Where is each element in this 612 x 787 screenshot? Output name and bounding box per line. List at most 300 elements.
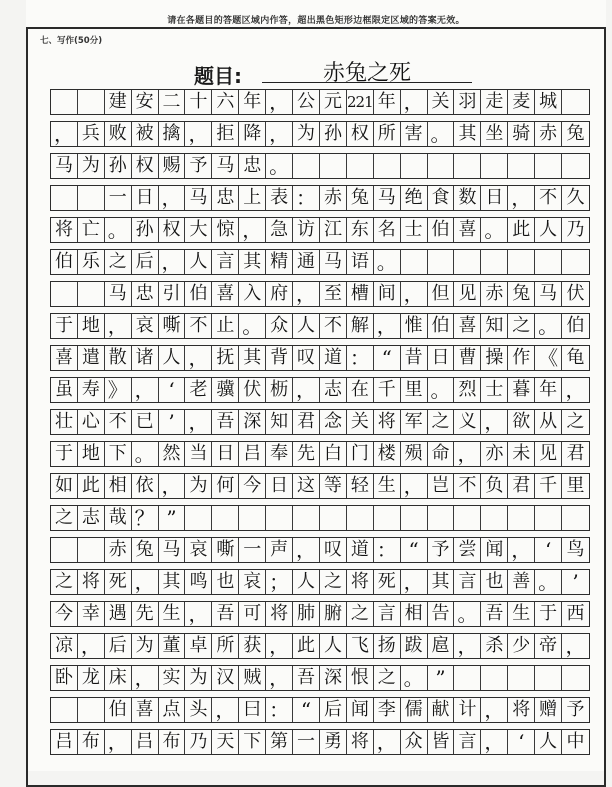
grid-cell: 哉	[105, 506, 132, 530]
grid-cell: 实	[159, 666, 186, 690]
grid-row	[50, 633, 590, 659]
grid-cell: 抚	[212, 346, 239, 370]
grid-row	[50, 409, 590, 435]
grid-cell: 言	[454, 730, 481, 754]
grid-cell: ”	[428, 666, 455, 690]
grid-row	[50, 249, 590, 275]
grid-cell: 言	[454, 570, 481, 594]
grid-cell: 扬	[374, 634, 401, 658]
grid-cell: ；	[266, 570, 293, 594]
grid-cell: 作	[508, 346, 535, 370]
answer-area-notice: 请在各题目的答题区域内作答，超出黑色矩形边框限定区域的答案无效。	[167, 16, 465, 26]
grid-cell: 伯	[566, 315, 585, 336]
grid-cell: 《	[535, 346, 562, 370]
grid-cell: 岂	[428, 474, 455, 498]
grid-cell: 伯	[51, 250, 78, 274]
grid-cell: 绝	[401, 186, 428, 210]
grid-cell: 马	[320, 250, 347, 274]
grid-cell: 为	[185, 666, 212, 690]
grid-cell: 可	[239, 602, 266, 626]
grid-cell: 为	[185, 474, 212, 498]
grid-cell: 通	[293, 250, 320, 274]
grid-cell: 扈	[428, 634, 455, 658]
grid-cell: ，	[132, 666, 159, 690]
grid-cell: 人	[535, 730, 562, 754]
grid-cell: ，	[132, 378, 159, 402]
grid-cell: ，	[508, 186, 535, 210]
grid-cell: 叹	[320, 538, 347, 562]
grid-cell: 一	[239, 538, 266, 562]
grid-cell: ，	[454, 442, 481, 466]
grid-cell: 已	[132, 410, 159, 434]
grid-cell: 里	[401, 378, 428, 402]
answer-sheet	[26, 0, 606, 771]
grid-cell: 寿	[78, 378, 105, 402]
grid-cell: 其	[454, 122, 481, 146]
grid-row	[50, 473, 590, 499]
grid-cell: 年	[374, 90, 401, 114]
grid-cell: 少	[508, 634, 535, 658]
grid-cell: 于	[51, 314, 78, 338]
grid-cell	[454, 154, 481, 178]
grid-cell	[347, 154, 374, 178]
grid-cell: 建	[105, 90, 132, 114]
grid-cell	[374, 506, 401, 530]
grid-cell: 骑	[508, 122, 535, 146]
grid-cell: 孙	[105, 154, 132, 178]
grid-cell: 吾	[212, 410, 239, 434]
grid-cell: 计	[454, 698, 481, 722]
grid-cell	[51, 282, 78, 306]
grid-cell: 千	[535, 474, 562, 498]
essay-grid	[50, 89, 590, 761]
grid-cell: 也	[481, 570, 508, 594]
grid-cell: 深	[320, 666, 347, 690]
grid-cell: 吾	[293, 666, 320, 690]
grid-cell: 权	[159, 218, 186, 242]
grid-cell: 兔	[566, 123, 585, 144]
grid-cell: 枥	[266, 378, 293, 402]
grid-cell: ，	[239, 218, 266, 242]
grid-cell: 于	[535, 602, 562, 626]
grid-cell: 床	[105, 666, 132, 690]
grid-cell: 惊	[212, 218, 239, 242]
grid-cell: 喜	[132, 698, 159, 722]
grid-cell: 儒	[401, 698, 428, 722]
grid-cell: 相	[105, 474, 132, 498]
grid-cell	[454, 250, 481, 274]
grid-cell	[535, 154, 562, 178]
grid-cell: ，	[185, 122, 212, 146]
grid-cell: 。	[266, 154, 293, 178]
grid-cell: 军	[401, 410, 428, 434]
grid-cell: 马	[51, 154, 78, 178]
grid-cell: 背	[266, 346, 293, 370]
grid-cell: 食	[428, 186, 455, 210]
grid-cell: 。	[428, 378, 455, 402]
grid-cell: 将	[347, 730, 374, 754]
grid-cell: 李	[374, 698, 401, 722]
grid-cell: 殒	[401, 442, 428, 466]
grid-cell: 忠	[132, 282, 159, 306]
grid-cell: 所	[374, 122, 401, 146]
grid-cell: 败	[105, 122, 132, 146]
grid-cell: 道	[347, 538, 374, 562]
grid-cell: 孙	[132, 218, 159, 242]
grid-cell: 之	[51, 506, 78, 530]
grid-cell: 赤	[535, 122, 562, 146]
grid-cell: 乃	[185, 730, 212, 754]
grid-cell: 吕	[239, 442, 266, 466]
grid-cell: ，	[508, 538, 535, 562]
grid-cell: 将	[508, 698, 535, 722]
grid-cell	[293, 154, 320, 178]
grid-cell	[239, 506, 266, 530]
grid-cell: 从	[535, 410, 562, 434]
grid-cell: 头	[185, 698, 212, 722]
grid-cell: 赠	[535, 698, 562, 722]
grid-cell	[562, 250, 589, 274]
grid-cell: 骥	[212, 378, 239, 402]
grid-cell: 千	[374, 378, 401, 402]
grid-cell	[293, 506, 320, 530]
grid-cell: 伯	[428, 218, 455, 242]
grid-cell: 安	[132, 90, 159, 114]
grid-cell	[347, 506, 374, 530]
grid-cell: ：	[266, 698, 293, 722]
grid-cell: ，	[401, 570, 428, 594]
grid-cell: 腑	[320, 602, 347, 626]
grid-cell: ，	[481, 410, 508, 434]
grid-cell: 羽	[454, 90, 481, 114]
grid-cell	[454, 666, 481, 690]
grid-cell: 语	[347, 250, 374, 274]
grid-cell: 今	[239, 474, 266, 498]
grid-cell: 槽	[347, 282, 374, 306]
grid-cell: 喜	[212, 282, 239, 306]
grid-cell: 志	[320, 378, 347, 402]
grid-cell: 兔	[132, 538, 159, 562]
grid-cell: 哀	[132, 314, 159, 338]
grid-cell: 帝	[535, 634, 562, 658]
grid-cell: 皆	[428, 730, 455, 754]
grid-cell	[535, 666, 562, 690]
grid-row	[50, 89, 590, 115]
grid-row	[50, 505, 590, 531]
grid-cell	[212, 506, 239, 530]
grid-cell: 伏	[566, 283, 585, 304]
grid-cell: 天	[212, 730, 239, 754]
grid-cell: 生	[374, 474, 401, 498]
grid-cell: ，	[78, 634, 105, 658]
grid-cell: 言	[374, 602, 401, 626]
grid-cell: 十	[185, 90, 212, 114]
grid-cell: 中	[566, 731, 585, 752]
grid-cell: 哀	[185, 538, 212, 562]
grid-cell: 赐	[159, 154, 186, 178]
grid-cell: ，	[374, 314, 401, 338]
grid-cell: 。	[428, 122, 455, 146]
grid-cell: 何	[212, 474, 239, 498]
grid-cell: 嘶	[159, 314, 186, 338]
grid-cell: 其	[428, 570, 455, 594]
grid-cell	[185, 506, 212, 530]
grid-cell: 马	[212, 154, 239, 178]
grid-cell: 将	[347, 570, 374, 594]
grid-cell: 喜	[454, 218, 481, 242]
grid-cell: ，	[266, 634, 293, 658]
section-heading: 七、写作(50分)	[40, 36, 103, 46]
grid-cell: 吕	[51, 730, 78, 754]
grid-cell: 西	[566, 603, 585, 624]
grid-cell: 马	[159, 538, 186, 562]
grid-cell: 引	[159, 282, 186, 306]
grid-cell: 地	[78, 314, 105, 338]
grid-cell: 不	[105, 410, 132, 434]
grid-cell: 之	[566, 411, 585, 432]
grid-cell: 深	[239, 410, 266, 434]
grid-cell: 予	[428, 538, 455, 562]
grid-cell: 欲	[508, 410, 535, 434]
grid-cell: 知	[481, 314, 508, 338]
grid-cell: 也	[212, 570, 239, 594]
grid-cell: 遣	[78, 346, 105, 370]
grid-cell: 江	[320, 218, 347, 242]
grid-cell: 负	[481, 474, 508, 498]
grid-cell: 孙	[320, 122, 347, 146]
grid-cell: 吕	[132, 730, 159, 754]
grid-cell: 喜	[51, 346, 78, 370]
grid-cell: 。	[401, 666, 428, 690]
grid-cell	[51, 698, 78, 722]
grid-cell: 鸟	[566, 539, 585, 560]
grid-cell: 卓	[185, 634, 212, 658]
grid-cell: 门	[347, 442, 374, 466]
grid-cell: 》	[105, 378, 132, 402]
grid-row	[50, 345, 590, 371]
grid-cell: 不	[454, 474, 481, 498]
grid-cell: ，	[401, 474, 428, 498]
grid-cell: 关	[428, 90, 455, 114]
grid-cell: 这	[293, 474, 320, 498]
grid-cell: 声	[266, 538, 293, 562]
grid-cell: ：	[374, 538, 401, 562]
grid-cell: 降	[239, 122, 266, 146]
grid-cell: 闻	[481, 538, 508, 562]
grid-cell: 日	[132, 186, 159, 210]
grid-cell: 忠	[239, 154, 266, 178]
grid-cell: ‘	[508, 730, 535, 754]
grid-cell: 年	[535, 378, 562, 402]
grid-cell: 下	[105, 442, 132, 466]
grid-cell: 飞	[347, 634, 374, 658]
grid-cell: 遇	[105, 602, 132, 626]
grid-cell: 获	[239, 634, 266, 658]
title-label: 题目:	[194, 64, 242, 88]
grid-cell	[78, 186, 105, 210]
grid-cell: 当	[185, 442, 212, 466]
grid-cell	[374, 154, 401, 178]
grid-cell: 杀	[481, 634, 508, 658]
grid-cell: ，	[266, 90, 293, 114]
grid-cell: “	[374, 346, 401, 370]
grid-cell: 。	[481, 218, 508, 242]
grid-cell	[481, 506, 508, 530]
grid-row	[50, 121, 590, 147]
grid-cell: 上	[239, 186, 266, 210]
grid-cell: 所	[212, 634, 239, 658]
grid-cell: 叹	[293, 346, 320, 370]
grid-cell: 精	[266, 250, 293, 274]
grid-cell: 相	[401, 602, 428, 626]
grid-cell: 先	[132, 602, 159, 626]
grid-cell: 伏	[239, 378, 266, 402]
grid-cell: 诸	[132, 346, 159, 370]
grid-cell: 虽	[51, 378, 78, 402]
grid-cell: 城	[535, 90, 562, 114]
grid-cell: 人	[535, 218, 562, 242]
grid-cell: 烈	[454, 378, 481, 402]
grid-cell	[266, 506, 293, 530]
grid-cell: 。	[374, 250, 401, 274]
grid-cell: 止	[212, 314, 239, 338]
grid-cell: 之	[374, 666, 401, 690]
grid-cell: 奉	[266, 442, 293, 466]
grid-cell: 。	[535, 570, 562, 594]
grid-cell: ‘	[159, 378, 186, 402]
grid-cell: 至	[320, 282, 347, 306]
grid-cell: 亦	[481, 442, 508, 466]
grid-cell: ？	[132, 506, 159, 530]
grid-cell: 跋	[401, 634, 428, 658]
grid-cell: 道	[320, 346, 347, 370]
grid-cell: 忠	[212, 186, 239, 210]
grid-cell	[428, 506, 455, 530]
grid-cell: 。	[239, 314, 266, 338]
grid-cell: 名	[374, 218, 401, 242]
grid-cell: 不	[320, 314, 347, 338]
grid-cell: 老	[185, 378, 212, 402]
grid-cell: 入	[239, 282, 266, 306]
grid-cell: 予	[566, 699, 585, 720]
grid-row	[50, 441, 590, 467]
grid-cell	[481, 250, 508, 274]
grid-cell: 里	[566, 475, 585, 496]
grid-cell: 221	[347, 90, 374, 114]
grid-cell: 将	[78, 570, 105, 594]
grid-cell: 然	[159, 442, 186, 466]
grid-cell: 地	[78, 442, 105, 466]
grid-cell: “	[401, 538, 428, 562]
grid-cell: 嘶	[212, 538, 239, 562]
grid-cell: 勇	[320, 730, 347, 754]
grid-cell	[428, 250, 455, 274]
grid-cell: ，	[401, 282, 428, 306]
grid-cell: 告	[428, 602, 455, 626]
grid-cell: 坐	[481, 122, 508, 146]
grid-cell: ，	[266, 666, 293, 690]
grid-cell: 人	[159, 346, 186, 370]
grid-cell: 龙	[78, 666, 105, 690]
grid-cell: ”	[159, 506, 186, 530]
grid-cell: 不	[185, 314, 212, 338]
grid-cell: 其	[159, 570, 186, 594]
grid-cell: ，	[159, 186, 186, 210]
grid-cell: 大	[185, 218, 212, 242]
grid-row	[50, 153, 590, 179]
grid-cell: 士	[481, 378, 508, 402]
grid-cell: 伯	[105, 698, 132, 722]
grid-cell: 人	[320, 634, 347, 658]
grid-cell: “	[293, 698, 320, 722]
grid-cell: ’	[159, 410, 186, 434]
grid-cell	[508, 154, 535, 178]
grid-cell: 东	[347, 218, 374, 242]
grid-cell: 恨	[347, 666, 374, 690]
grid-cell	[508, 506, 535, 530]
grid-row	[50, 729, 590, 755]
grid-cell: ，	[105, 730, 132, 754]
grid-cell: 生	[159, 602, 186, 626]
grid-cell: 。	[105, 218, 132, 242]
grid-cell: 访	[293, 218, 320, 242]
grid-cell	[428, 154, 455, 178]
grid-cell: 权	[132, 154, 159, 178]
grid-cell: 操	[481, 346, 508, 370]
grid-cell: ，	[401, 90, 428, 114]
grid-cell: 元	[320, 90, 347, 114]
grid-row	[50, 281, 590, 307]
grid-cell: 曰	[239, 698, 266, 722]
grid-cell	[535, 250, 562, 274]
grid-cell: ：	[347, 346, 374, 370]
essay-title: 赤兔之死	[322, 61, 411, 86]
grid-cell: 白	[320, 442, 347, 466]
grid-cell: 。	[454, 602, 481, 626]
grid-cell: 之	[428, 410, 455, 434]
grid-cell	[320, 506, 347, 530]
grid-cell: ，	[51, 122, 78, 146]
grid-cell	[78, 282, 105, 306]
grid-cell: 依	[132, 474, 159, 498]
grid-cell: 众	[266, 314, 293, 338]
grid-cell: ，	[185, 410, 212, 434]
grid-cell: ‘	[535, 538, 562, 562]
grid-cell: 乐	[78, 250, 105, 274]
grid-cell: 在	[347, 378, 374, 402]
grid-cell: 命	[428, 442, 455, 466]
grid-cell: 久	[566, 187, 585, 208]
grid-row	[50, 697, 590, 723]
grid-cell	[562, 506, 589, 530]
grid-cell: 念	[320, 410, 347, 434]
grid-cell: 此	[293, 634, 320, 658]
grid-cell	[562, 666, 589, 690]
grid-cell: 权	[347, 122, 374, 146]
grid-cell	[78, 90, 105, 114]
grid-cell: 卧	[51, 666, 78, 690]
grid-cell: 伯	[428, 314, 455, 338]
grid-cell: 急	[266, 218, 293, 242]
grid-cell: 府	[266, 282, 293, 306]
grid-cell: 如	[51, 474, 78, 498]
grid-cell: 义	[454, 410, 481, 434]
grid-cell: 予	[185, 154, 212, 178]
grid-cell: 尝	[454, 538, 481, 562]
grid-cell: 之	[347, 602, 374, 626]
grid-cell: 之	[51, 570, 78, 594]
grid-cell: 等	[320, 474, 347, 498]
